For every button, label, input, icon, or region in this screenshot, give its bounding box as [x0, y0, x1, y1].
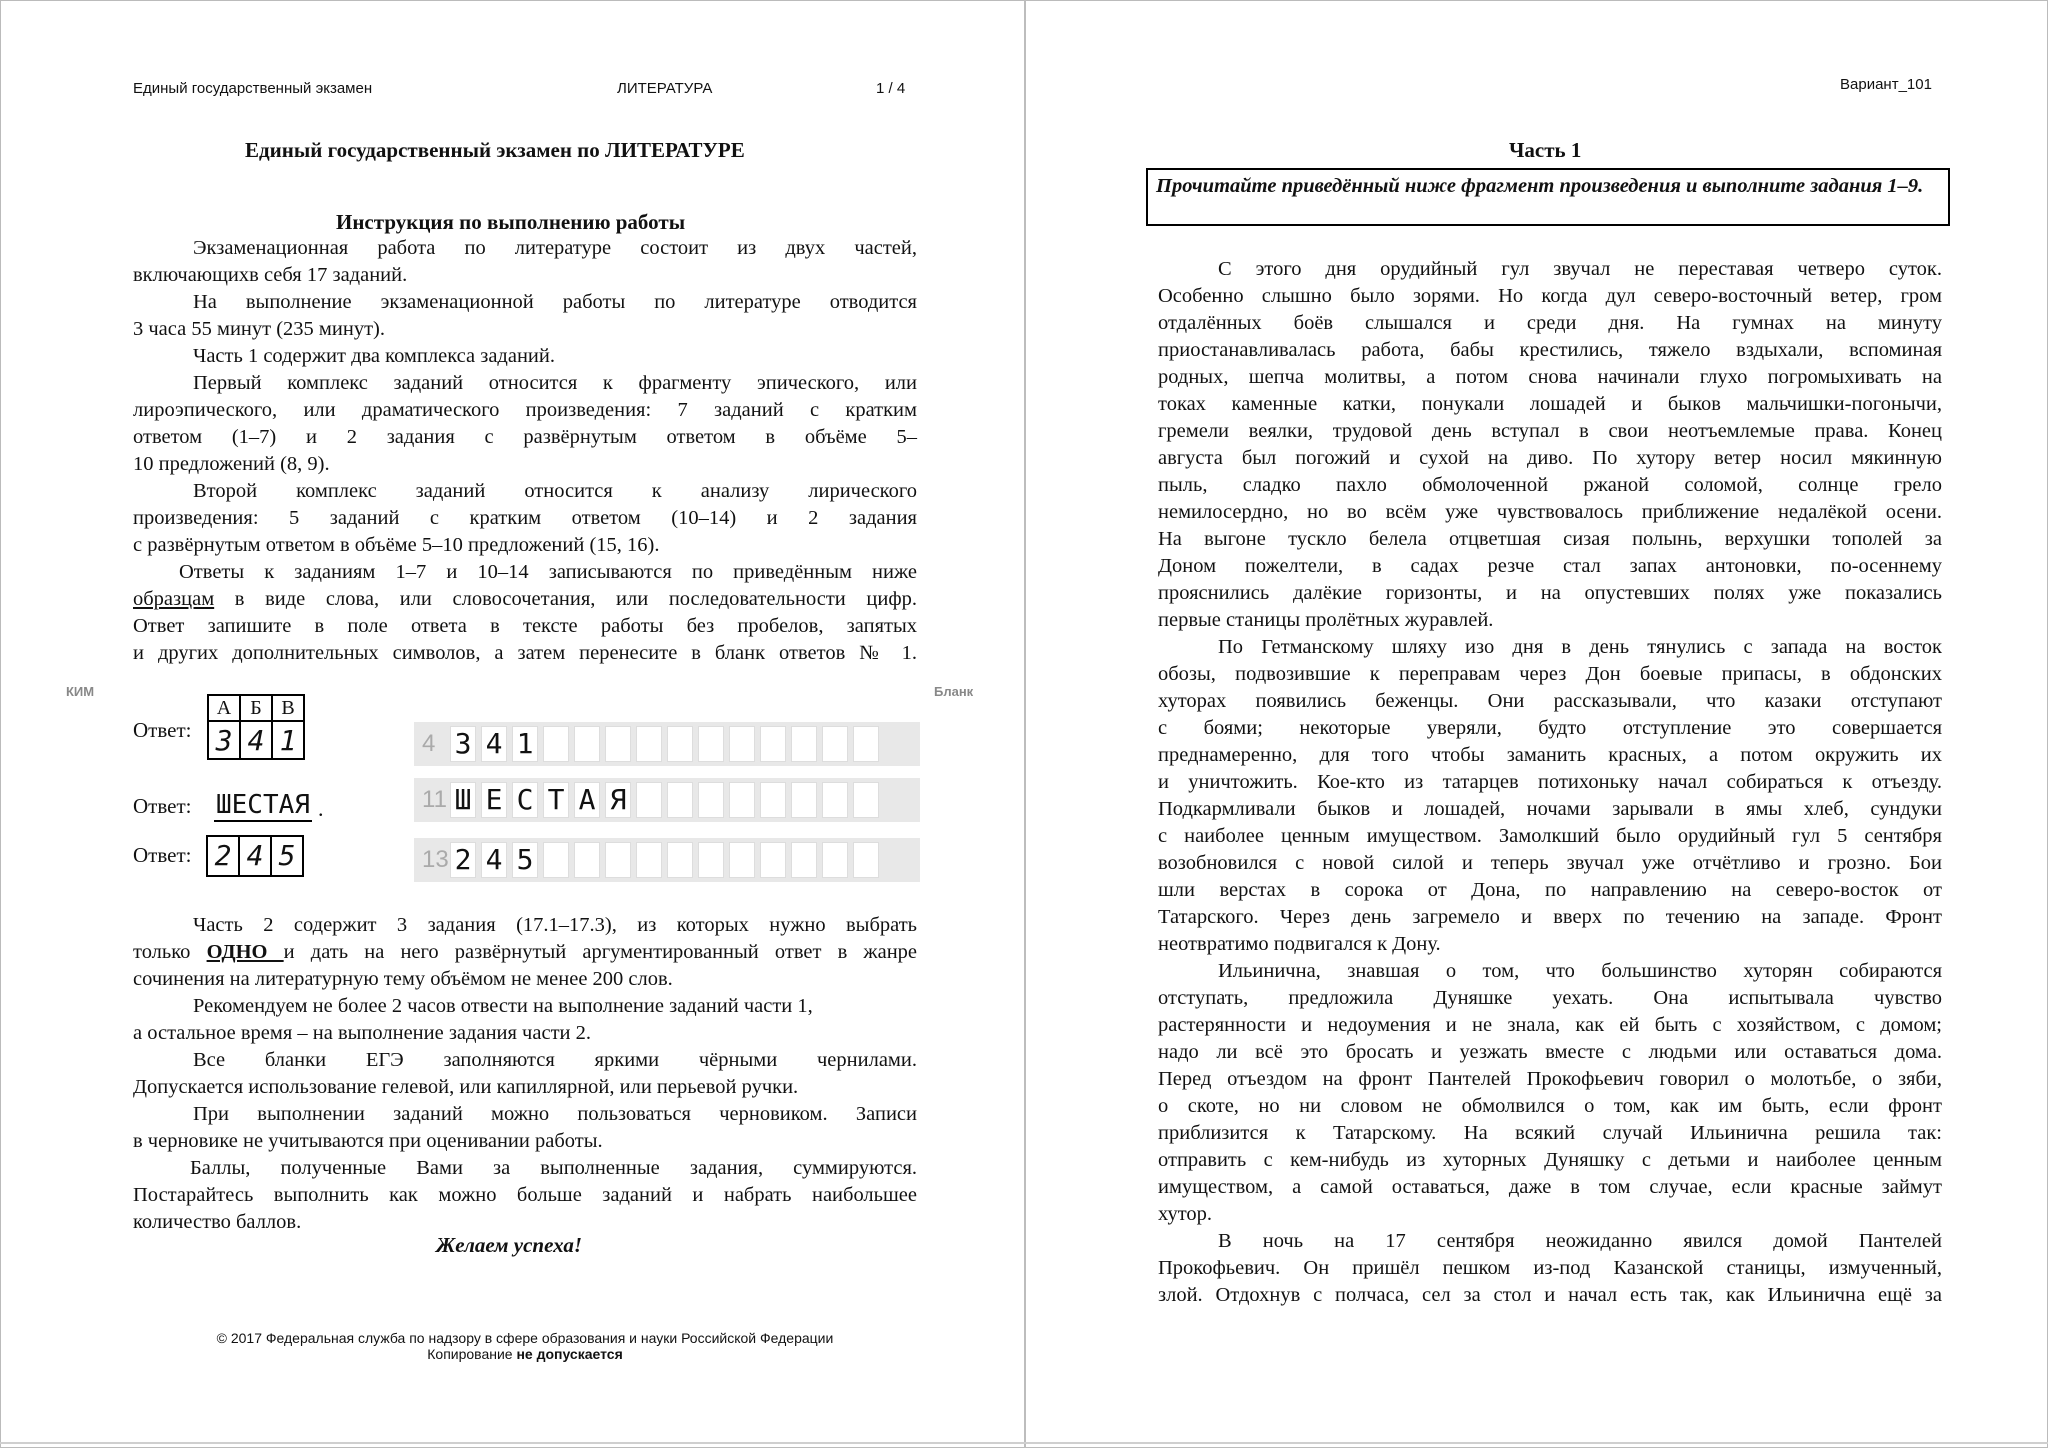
form-cell [791, 726, 817, 762]
form-cell [853, 842, 879, 878]
underlined-word: образцам [133, 588, 215, 610]
fragment-line: Доном пожелтели, в садах резче стал запах антоновки, по-осеннему [1158, 555, 1942, 577]
para6-line [133, 586, 917, 613]
form-row-number: 13 [422, 846, 449, 873]
instruction-text [133, 235, 917, 667]
fragment-line: надо ли всё это бросать и уезжать вместе с людьми или оставаться дома. [1158, 1041, 1942, 1063]
part2-line [133, 939, 917, 966]
form-cell [667, 726, 693, 762]
form-cell [543, 726, 569, 762]
para1-line: включающихв себя 17 заданий. [133, 264, 408, 286]
fragment-line: первые станицы пролётных журавлей. [1158, 609, 1494, 631]
form-cell [698, 726, 724, 762]
fragment-line: злой. Отдохнув с полчаса, сел за стол и начал есть так, как Ильинична ещё за [1158, 1284, 1942, 1306]
sample-digit-answer [206, 835, 304, 877]
answer-digit: 1 [272, 721, 304, 759]
form-cell [729, 782, 755, 818]
form-cell: С [512, 782, 538, 818]
form-cell: Ш [450, 782, 476, 818]
para4-line: 10 предложений (8, 9). [133, 453, 330, 475]
fragment-line: Подкармливали быков и лошадей, ночами зарывали в ямы хлеб, сундуки [1158, 798, 1942, 820]
form-cell [853, 726, 879, 762]
answer-digit: 4 [240, 837, 272, 875]
fragment-line: родных, шепча молитвы, а потом снова начинали глухо погромыхивать на [1158, 366, 1942, 388]
fragment-line: Татарского. Через день загремело и вверх по течению на западе. Фронт [1158, 906, 1942, 928]
para5-line: произведения: 5 заданий с кратким ответом (10–14) и 2 задания [133, 507, 917, 529]
para4-line: ответом (1–7) и 2 задания с развёрнутым ответом в объёме 5– [133, 426, 917, 448]
header-subject: ЛИТЕРАТУРА [617, 80, 713, 97]
fragment-line: Особенно слышно было зорями. Но когда дул северо-восточный ветер, гром [1158, 285, 1942, 307]
header-page-number: 1 / 4 [876, 80, 906, 97]
fragment-line: преднамеренно, для того чтобы заманить красных, а потом окружить их [1158, 744, 1942, 766]
form-cell [760, 726, 786, 762]
form-cell: 1 [512, 726, 538, 762]
answer-label: Ответ: [133, 718, 192, 742]
fragment-line: неотвратимо подвигался к Дону. [1158, 933, 1441, 955]
fragment-line: В ночь на 17 сентября неожиданно явился домой Пантелей [1218, 1230, 1942, 1252]
fragment-line: имуществом, а самой оставаться, даже в том случае, если красные займут [1158, 1176, 1942, 1198]
form-cell [698, 782, 724, 818]
footer-copy-a: Копирование [427, 1346, 517, 1362]
side-label-kim: КИМ [66, 684, 95, 699]
footer-copy-b: не допускается [516, 1346, 623, 1362]
fragment-line: отдалённых боёв слышался и среди дня. На гумнах на минуту [1158, 312, 1942, 334]
fragment-line: о скоте, но ни словом не обмолвился о том, как им быть, если фронт [1158, 1095, 1942, 1117]
fragment-line: шли верстах в сорока от Дона, по направлению на северо-восток от [1158, 879, 1942, 901]
form-cell [853, 782, 879, 818]
main-title: Единый государственный экзамен по ЛИТЕРАТУРЕ [245, 138, 745, 162]
fragment-line: хутор. [1158, 1203, 1213, 1225]
col-header: В [272, 695, 304, 721]
form-cell [822, 842, 848, 878]
form-row-4 [414, 722, 920, 766]
part2-text-c: и дать на него развёрнутый аргументированный ответ в жанре [283, 941, 918, 963]
fragment-line: пыль, сладко пахло обмолоченной ржаной соломой, солнце грело [1158, 474, 1942, 496]
fragment-line: растерянности и недоумения и не знала, как ей быть с хозяйством, с домом; [1158, 1014, 1942, 1036]
form-cell [636, 726, 662, 762]
form-cell: 4 [481, 726, 507, 762]
side-label-blank: Бланк [934, 684, 974, 699]
fragment-line: и уничтожить. Кое-кто из татарцев потихоньку начал собираться к отъезду. [1158, 771, 1942, 793]
wish-text: Желаем успеха! [436, 1233, 583, 1257]
form-cell [574, 842, 600, 878]
bottom-edge [0, 1442, 2048, 1444]
blanks-line: Все бланки ЕГЭ заполняются яркими чёрными чернилами. [193, 1049, 917, 1071]
fragment-line: с наиболее ценным имуществом. Замолкший было орудийный гул 5 сентября [1158, 825, 1942, 847]
scores-line: Постарайтесь выполнить как можно больше заданий и набрать наибольшее [133, 1184, 917, 1206]
form-cell [667, 782, 693, 818]
para4-line: Первый комплекс заданий относится к фрагменту эпического, или [193, 372, 917, 394]
fragment-line: приблизится к Татарскому. На всякий случай Ильинична решила так: [1158, 1122, 1942, 1144]
form-row-13 [414, 838, 920, 882]
answer-dot: . [318, 796, 324, 821]
part2-text-a: только [133, 941, 207, 963]
col-header: Б [240, 695, 272, 721]
variant-label: Вариант_101 [1840, 76, 1932, 93]
para2-line: 3 часа 55 минут (235 минут). [133, 318, 386, 340]
para5-line: Второй комплекс заданий относится к анализу лирического [193, 480, 917, 502]
form-cell: Т [543, 782, 569, 818]
fragment-line: По Гетманскому шляху изо дня в день тянулись с запада на восток [1218, 636, 1942, 658]
form-cell [605, 842, 631, 878]
footer-copy-note [133, 1346, 917, 1362]
emphasis-one: ОДНО [206, 941, 284, 963]
fragment-line: немилосердно, но во всём уже чувствовалось приближение недалёкой осени. [1158, 501, 1942, 523]
form-cell [760, 842, 786, 878]
footer-copyright: © 2017 Федеральная служба по надзору в сфере образования и науки Российской Федерации [216, 1330, 834, 1346]
fragment-line: хуторах появились беженцы. Они рассказывали, что казаки отступают [1158, 690, 1942, 712]
form-cell [760, 782, 786, 818]
fragment-line: возобновился с новой силой и теперь звучал уже отчётливо и грозно. Бои [1158, 852, 1942, 874]
form-cell [636, 842, 662, 878]
fragment-line: Перед отъездом на фронт Пантелей Прокофьевич говорил о молотьбе, о зяби, [1158, 1068, 1942, 1090]
part2-line: Часть 2 содержит 3 задания (17.1–17.3), из которых нужно выбрать [193, 914, 917, 936]
form-cell: Е [481, 782, 507, 818]
para1-line: Экзаменационная работа по литературе состоит из двух частей, [193, 237, 917, 259]
fragment-line: отправить с кем-нибудь из хуторных Дуняшку с детьми и наиболее ценным [1158, 1149, 1942, 1171]
answer-label: Ответ: [133, 843, 192, 867]
form-cell: 5 [512, 842, 538, 878]
para6-line: Ответы к заданиям 1–7 и 10–14 записываются по приведённым ниже [179, 561, 917, 583]
para2-line: На выполнение экзаменационной работы по литературе отводится [193, 291, 917, 313]
sample-word-answer: ШЕСТАЯ [216, 790, 310, 820]
footer [133, 1330, 917, 1362]
header-exam-name: Единый государственный экзамен [133, 80, 373, 97]
form-cell [791, 842, 817, 878]
recommend-line: а остальное время – на выполнение задания части 2. [133, 1022, 591, 1044]
form-row-number: 4 [422, 730, 436, 757]
task-instruction-box: Прочитайте приведённый ниже фрагмент произведения и выполните задания 1–9. [1146, 168, 1950, 226]
fragment-line: отступать, предложила Дуняшке уехать. Она испытывала чувство [1158, 987, 1942, 1009]
draft-line: При выполнении заданий можно пользоваться черновиком. Записи [193, 1103, 917, 1125]
fragment-line: С этого дня орудийный гул звучал не переставая четверо суток. [1218, 258, 1942, 280]
answer-label: Ответ: [133, 794, 192, 818]
answer-digit: 4 [240, 721, 272, 759]
form-row-11 [414, 778, 920, 822]
fragment-line: Ильинична, знавшая о том, что большинство хуторян собираются [1218, 960, 1942, 982]
fragment-line: прояснились далёкие горизонты, и на опустевших полях уже показались [1158, 582, 1942, 604]
form-cell: 2 [450, 842, 476, 878]
blanks-line: Допускается использование гелевой, или капиллярной, или перьевой ручки. [133, 1076, 799, 1098]
para4-line: лироэпического, или драматического произведения: 7 заданий с кратким [133, 399, 917, 421]
para6-line: и других дополнительных символов, а затем перенесите в бланк ответов № 1. [133, 642, 917, 664]
answer-digit: 5 [278, 839, 296, 872]
form-row-number: 11 [422, 786, 447, 813]
form-cell [791, 782, 817, 818]
fragment-line: На выгоне тускло белела отцветшая сизая полынь, верхушки тополей за [1158, 528, 1942, 550]
form-cell [698, 842, 724, 878]
form-cell [543, 842, 569, 878]
form-cell: Я [605, 782, 631, 818]
form-cell [605, 726, 631, 762]
fragment-line: с боями; некоторые уверяли, будто отступление это совершается [1158, 717, 1942, 739]
fragment-line: августа был погожий и сухой на диво. По хутору ветер носил мякинную [1158, 447, 1942, 469]
page-divider [1024, 0, 1026, 1448]
fragment-line: Прокофьевич. Он пришёл пешком из-под Казанской станицы, измученный, [1158, 1257, 1942, 1279]
form-cell: А [574, 782, 600, 818]
scores-line: Баллы, полученные Вами за выполненные задания, суммируются. [190, 1157, 917, 1179]
para6-line-rest: в виде слова, или словосочетания, или последовательности цифр. [214, 588, 917, 610]
para5-line: с развёрнутым ответом в объёме 5–10 предложений (15, 16). [133, 534, 660, 556]
form-cell [822, 726, 848, 762]
part-title: Часть 1 [1509, 138, 1582, 162]
form-cell [729, 842, 755, 878]
sample-answer-table [207, 694, 305, 760]
form-cell [636, 782, 662, 818]
form-cell: 3 [450, 726, 476, 762]
form-cell [667, 842, 693, 878]
fragment-line: токах каменные катки, понукали лошадей и быков мальчишки-погонычи, [1158, 393, 1942, 415]
part2-line: сочинения на литературную тему объёмом не менее 200 слов. [133, 968, 673, 990]
form-cell [574, 726, 600, 762]
fragment-line: обозы, подвозившие к переправам через Дон боевые припасы, в обдонских [1158, 663, 1942, 685]
para3-line: Часть 1 содержит два комплекса заданий. [193, 345, 555, 367]
form-cell [729, 726, 755, 762]
scores-line: количество баллов. [133, 1211, 302, 1233]
col-header: А [208, 695, 240, 721]
form-cell: 4 [481, 842, 507, 878]
answer-digit: 3 [208, 721, 240, 759]
recommend-line: Рекомендуем не более 2 часов отвести на выполнение заданий части 1, [193, 995, 813, 1017]
draft-line: в черновике не учитываются при оценивании работы. [133, 1130, 603, 1152]
part2-text [133, 912, 917, 1236]
literary-fragment [1158, 256, 1942, 1309]
instruction-title: Инструкция по выполнению работы [336, 210, 686, 234]
fragment-line: приостанавливалась работа, бабы крестились, тяжело вздыхали, вспоминая [1158, 339, 1942, 361]
para6-line: Ответ запишите в поле ответа в тексте работы без пробелов, запятых [133, 615, 917, 637]
answer-digit: 2 [208, 837, 240, 875]
form-cell [822, 782, 848, 818]
fragment-line: гремели веялки, трудовой день вступал в свои неотъемлемые права. Конец [1158, 420, 1942, 442]
